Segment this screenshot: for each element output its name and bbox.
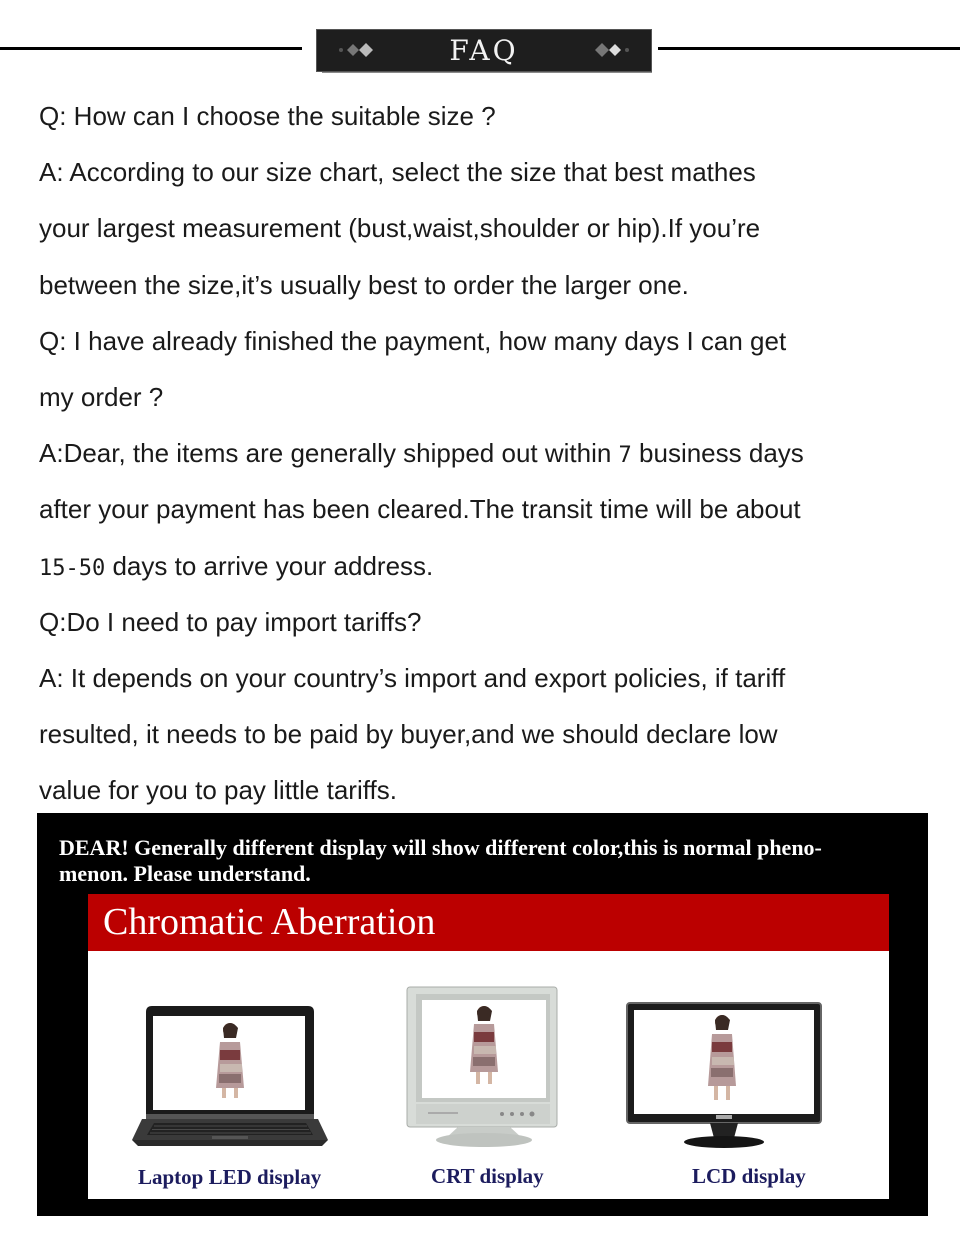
faq-answer-line: after your payment has been cleared.The transit time will be about [39,494,801,525]
faq-answer-line: value for you to pay little tariffs. [39,775,397,806]
faq-question-line: my order ? [39,381,164,412]
faq-header [0,0,960,80]
card-title: Chromatic Aberration [103,901,436,943]
notice-line: DEAR! Generally different display will show different color,this is normal pheno- [59,835,822,860]
notice-text [59,835,919,887]
chromatic-aberration-card [88,894,889,1199]
answer-text: days to arrive your address. [105,550,434,581]
device-label-crt: CRT display [431,1164,544,1188]
faq-answer-line [39,538,939,594]
faq-question: Q: How can I choose the suitable size ? [39,101,496,131]
faq-divider-left [0,47,302,50]
answer-text: A:Dear, the items are generally shipped out within [39,438,619,469]
faq-answer-line: A: It depends on your country’s import and export policies, if tariff [39,662,786,693]
answer-text: business days [631,438,804,469]
faq-content [39,88,939,818]
faq-question: Q: I have already finished the payment, how many days I can get [39,325,787,356]
faq-answer-line: A: According to our size chart, select the size that best mathes [39,157,756,188]
transit-days-range: 15-50 [39,555,106,581]
faq-question: Q:Do I need to pay import tariffs? [39,606,422,637]
faq-answer-line: between the size,it’s usually best to order the larger one. [39,269,689,300]
faq-answer-line: your largest measurement (bust,waist,shoulder or hip).If you’re [39,213,761,244]
faq-answer-line: resulted, it needs to be paid by buyer,and we should declare low [39,719,778,750]
faq-answer-line [39,425,939,481]
color-notice-panel [37,813,928,1216]
business-days-number: 7 [618,443,632,469]
faq-divider-right [658,47,960,50]
notice-line: menon. Please understand. [59,861,311,886]
lcd-monitor-icon [626,1002,822,1150]
device-label-lcd: LCD display [692,1164,806,1188]
diamond-ornament-icon [335,40,377,60]
crt-monitor-icon [406,986,562,1148]
card-banner [88,894,889,951]
diamond-ornament-icon [591,40,633,60]
laptop-icon [132,1004,328,1146]
device-label-laptop: Laptop LED display [138,1165,322,1189]
faq-title-box [316,29,652,72]
faq-title: FAQ [449,34,519,67]
